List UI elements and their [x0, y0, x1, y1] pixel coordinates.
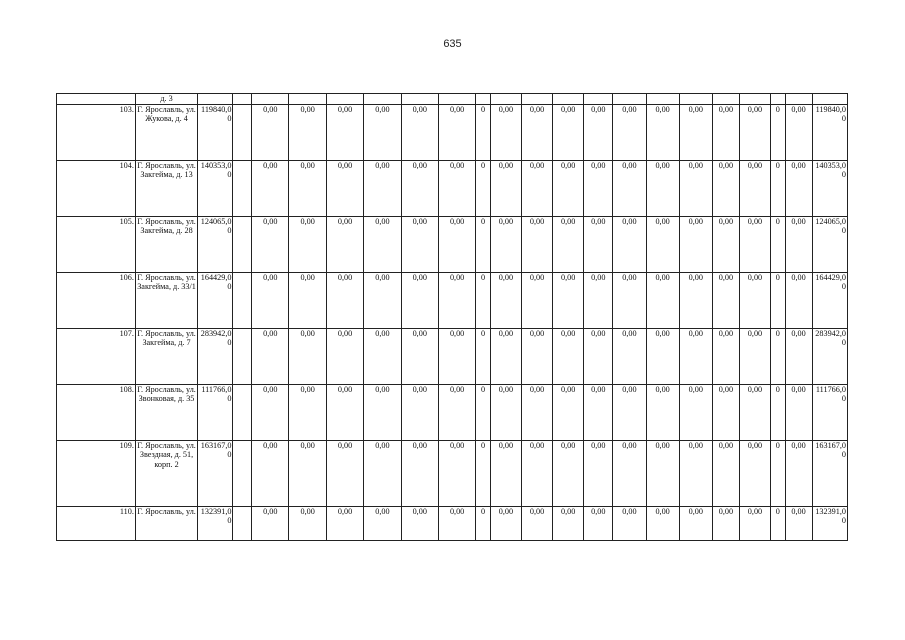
table-cell — [584, 94, 613, 105]
total-cell: 132391,00 — [812, 506, 847, 540]
value-cell: 0,00 — [401, 104, 438, 160]
data-table — [56, 93, 848, 541]
value-cell: 0,00 — [326, 384, 363, 440]
value-cell: 0,00 — [521, 328, 552, 384]
value-cell: 0,00 — [438, 328, 475, 384]
total-cell: 283942,00 — [198, 328, 233, 384]
value-cell: 0,00 — [646, 384, 679, 440]
value-cell: 0,00 — [326, 216, 363, 272]
value-cell: 0,00 — [364, 104, 401, 160]
value-cell: 0,00 — [252, 384, 289, 440]
value-cell: 0,00 — [739, 506, 770, 540]
value-cell: 0,00 — [490, 272, 521, 328]
value-cell: 0,00 — [326, 328, 363, 384]
value-cell: 0,00 — [252, 506, 289, 540]
value-cell: 0,00 — [289, 216, 326, 272]
address-cell: Г. Ярославль, ул. Звонковая, д. 35 — [135, 384, 197, 440]
total-cell: 124065,00 — [198, 216, 233, 272]
value-cell: 0,00 — [521, 104, 552, 160]
value-cell: 0,00 — [613, 216, 646, 272]
value-cell: 0 — [771, 160, 786, 216]
value-cell: 0,00 — [679, 104, 712, 160]
value-cell — [233, 506, 252, 540]
value-cell — [233, 440, 252, 506]
total-cell: 164429,00 — [812, 272, 847, 328]
value-cell: 0,00 — [739, 104, 770, 160]
value-cell: 0 — [771, 272, 786, 328]
value-cell: 0,00 — [613, 272, 646, 328]
value-cell: 0,00 — [401, 272, 438, 328]
value-cell: 0 — [476, 440, 491, 506]
value-cell: 0,00 — [401, 506, 438, 540]
table-cell — [771, 94, 786, 105]
value-cell: 0,00 — [521, 506, 552, 540]
value-cell: 0 — [771, 440, 786, 506]
value-cell: 0,00 — [326, 272, 363, 328]
table-cell — [646, 94, 679, 105]
value-cell: 0,00 — [521, 384, 552, 440]
value-cell: 0,00 — [679, 440, 712, 506]
total-cell: 119840,00 — [812, 104, 847, 160]
value-cell: 0,00 — [289, 440, 326, 506]
value-cell: 0,00 — [553, 506, 584, 540]
value-cell: 0 — [476, 216, 491, 272]
value-cell: 0,00 — [739, 440, 770, 506]
value-cell: 0,00 — [646, 272, 679, 328]
value-cell: 0,00 — [739, 384, 770, 440]
table-cell — [364, 94, 401, 105]
address-cell: д. 3 — [135, 94, 197, 105]
row-number-cell: 103. — [57, 104, 136, 160]
value-cell: 0,00 — [679, 272, 712, 328]
total-cell: 163167,00 — [198, 440, 233, 506]
table-cell — [553, 94, 584, 105]
table-cell — [289, 94, 326, 105]
value-cell: 0,00 — [553, 272, 584, 328]
value-cell: 0,00 — [646, 104, 679, 160]
value-cell: 0 — [476, 160, 491, 216]
value-cell: 0,00 — [364, 272, 401, 328]
value-cell: 0,00 — [326, 160, 363, 216]
value-cell: 0,00 — [289, 160, 326, 216]
value-cell: 0,00 — [584, 216, 613, 272]
table-cell — [57, 94, 136, 105]
address-cell: Г. Ярославль, ул. Закгейма, д. 7 — [135, 328, 197, 384]
value-cell: 0,00 — [679, 384, 712, 440]
value-cell: 0,00 — [584, 160, 613, 216]
value-cell: 0 — [476, 506, 491, 540]
value-cell: 0,00 — [584, 272, 613, 328]
table-row — [57, 440, 848, 506]
total-cell: 111766,00 — [812, 384, 847, 440]
value-cell: 0 — [476, 384, 491, 440]
value-cell: 0,00 — [401, 216, 438, 272]
value-cell — [233, 384, 252, 440]
value-cell: 0,00 — [712, 384, 739, 440]
total-cell: 163167,00 — [812, 440, 847, 506]
table-row — [57, 104, 848, 160]
address-cell: Г. Ярославль, ул. Закгейма, д. 33/1 — [135, 272, 197, 328]
row-number-cell: 108. — [57, 384, 136, 440]
value-cell: 0,00 — [712, 440, 739, 506]
value-cell: 0,00 — [252, 272, 289, 328]
value-cell: 0,00 — [712, 216, 739, 272]
value-cell: 0,00 — [364, 328, 401, 384]
table-row — [57, 328, 848, 384]
value-cell: 0,00 — [613, 440, 646, 506]
value-cell: 0,00 — [490, 216, 521, 272]
address-cell: Г. Ярославль, ул. Закгейма, д. 28 — [135, 216, 197, 272]
value-cell: 0,00 — [252, 328, 289, 384]
row-number-cell: 107. — [57, 328, 136, 384]
value-cell: 0,00 — [252, 104, 289, 160]
value-cell: 0,00 — [438, 384, 475, 440]
value-cell: 0 — [771, 104, 786, 160]
value-cell: 0,00 — [785, 440, 812, 506]
value-cell: 0 — [771, 216, 786, 272]
value-cell: 0,00 — [289, 384, 326, 440]
value-cell: 0,00 — [252, 216, 289, 272]
value-cell: 0,00 — [438, 216, 475, 272]
value-cell: 0,00 — [785, 384, 812, 440]
value-cell: 0,00 — [289, 104, 326, 160]
table-cell — [476, 94, 491, 105]
value-cell: 0,00 — [490, 506, 521, 540]
total-cell: 132391,00 — [198, 506, 233, 540]
value-cell: 0,00 — [401, 328, 438, 384]
value-cell: 0,00 — [646, 440, 679, 506]
value-cell: 0,00 — [584, 506, 613, 540]
table-cell — [326, 94, 363, 105]
table-cell — [521, 94, 552, 105]
table-row — [57, 160, 848, 216]
value-cell: 0,00 — [364, 384, 401, 440]
table-cell — [785, 94, 812, 105]
value-cell: 0,00 — [438, 272, 475, 328]
value-cell — [233, 160, 252, 216]
value-cell: 0,00 — [679, 328, 712, 384]
address-cell: Г. Ярославль, ул. Жукова, д. 4 — [135, 104, 197, 160]
value-cell: 0,00 — [401, 160, 438, 216]
value-cell: 0,00 — [584, 104, 613, 160]
value-cell: 0,00 — [584, 440, 613, 506]
value-cell: 0,00 — [289, 506, 326, 540]
value-cell: 0,00 — [712, 104, 739, 160]
table-row — [57, 384, 848, 440]
value-cell: 0,00 — [326, 506, 363, 540]
value-cell: 0,00 — [785, 506, 812, 540]
table-cell — [712, 94, 739, 105]
value-cell: 0,00 — [490, 160, 521, 216]
value-cell: 0,00 — [712, 160, 739, 216]
value-cell: 0,00 — [521, 160, 552, 216]
value-cell: 0,00 — [739, 160, 770, 216]
table-cell — [490, 94, 521, 105]
total-cell: 140353,00 — [812, 160, 847, 216]
value-cell: 0,00 — [364, 160, 401, 216]
table-cell — [401, 94, 438, 105]
page-number: 635 — [443, 38, 462, 50]
value-cell: 0,00 — [289, 272, 326, 328]
value-cell: 0,00 — [364, 216, 401, 272]
value-cell: 0,00 — [646, 506, 679, 540]
value-cell: 0,00 — [679, 160, 712, 216]
value-cell: 0,00 — [739, 328, 770, 384]
value-cell: 0,00 — [521, 272, 552, 328]
value-cell: 0,00 — [364, 440, 401, 506]
address-cell: Г. Ярославль, ул. Закгейма, д. 13 — [135, 160, 197, 216]
table-cell — [198, 94, 233, 105]
value-cell: 0,00 — [739, 272, 770, 328]
value-cell: 0,00 — [785, 104, 812, 160]
value-cell: 0,00 — [553, 440, 584, 506]
value-cell: 0,00 — [613, 384, 646, 440]
value-cell: 0 — [476, 104, 491, 160]
value-cell: 0,00 — [785, 272, 812, 328]
value-cell — [233, 328, 252, 384]
total-cell: 111766,00 — [198, 384, 233, 440]
value-cell: 0,00 — [438, 440, 475, 506]
value-cell: 0,00 — [521, 440, 552, 506]
table-row — [57, 216, 848, 272]
value-cell: 0,00 — [584, 328, 613, 384]
value-cell: 0,00 — [613, 506, 646, 540]
table-cell — [252, 94, 289, 105]
value-cell: 0,00 — [553, 384, 584, 440]
table-row — [57, 272, 848, 328]
value-cell: 0,00 — [712, 506, 739, 540]
value-cell: 0,00 — [364, 506, 401, 540]
total-cell: 140353,00 — [198, 160, 233, 216]
value-cell: 0,00 — [785, 328, 812, 384]
total-cell: 124065,00 — [812, 216, 847, 272]
value-cell: 0 — [771, 506, 786, 540]
table-cell — [438, 94, 475, 105]
address-cell: Г. Ярославль, ул. Звездная, д. 51, корп. 2 — [135, 440, 197, 506]
value-cell: 0,00 — [584, 384, 613, 440]
value-cell: 0,00 — [712, 328, 739, 384]
table-cell — [739, 94, 770, 105]
value-cell: 0,00 — [553, 104, 584, 160]
address-cell: Г. Ярославль, ул. — [135, 506, 197, 540]
table-cell — [233, 94, 252, 105]
value-cell: 0,00 — [679, 506, 712, 540]
table-row — [57, 506, 848, 540]
value-cell: 0,00 — [785, 216, 812, 272]
value-cell: 0,00 — [785, 160, 812, 216]
value-cell: 0 — [476, 272, 491, 328]
table-cell — [812, 94, 847, 105]
value-cell: 0,00 — [438, 160, 475, 216]
value-cell: 0,00 — [289, 328, 326, 384]
value-cell: 0,00 — [401, 384, 438, 440]
value-cell: 0,00 — [646, 328, 679, 384]
row-number-cell: 110. — [57, 506, 136, 540]
value-cell: 0,00 — [712, 272, 739, 328]
value-cell: 0 — [476, 328, 491, 384]
value-cell: 0,00 — [646, 160, 679, 216]
table-cell — [679, 94, 712, 105]
value-cell: 0,00 — [679, 216, 712, 272]
value-cell: 0,00 — [252, 160, 289, 216]
value-cell: 0,00 — [739, 216, 770, 272]
row-number-cell: 109. — [57, 440, 136, 506]
value-cell: 0,00 — [490, 328, 521, 384]
value-cell: 0,00 — [438, 104, 475, 160]
value-cell: 0,00 — [553, 328, 584, 384]
value-cell: 0,00 — [613, 160, 646, 216]
table-row-continuation — [57, 94, 848, 105]
row-number-cell: 105. — [57, 216, 136, 272]
value-cell: 0,00 — [326, 440, 363, 506]
value-cell: 0,00 — [438, 506, 475, 540]
value-cell: 0,00 — [252, 440, 289, 506]
value-cell: 0,00 — [490, 384, 521, 440]
value-cell — [233, 104, 252, 160]
total-cell: 164429,00 — [198, 272, 233, 328]
total-cell: 283942,00 — [812, 328, 847, 384]
total-cell: 119840,00 — [198, 104, 233, 160]
value-cell — [233, 272, 252, 328]
value-cell: 0,00 — [490, 104, 521, 160]
value-cell: 0,00 — [613, 104, 646, 160]
value-cell: 0 — [771, 384, 786, 440]
value-cell: 0,00 — [553, 216, 584, 272]
value-cell: 0,00 — [521, 216, 552, 272]
value-cell: 0,00 — [326, 104, 363, 160]
row-number-cell: 106. — [57, 272, 136, 328]
value-cell: 0,00 — [553, 160, 584, 216]
value-cell: 0,00 — [490, 440, 521, 506]
value-cell: 0,00 — [646, 216, 679, 272]
value-cell: 0 — [771, 328, 786, 384]
value-cell — [233, 216, 252, 272]
row-number-cell: 104. — [57, 160, 136, 216]
value-cell: 0,00 — [401, 440, 438, 506]
value-cell: 0,00 — [613, 328, 646, 384]
table-cell — [613, 94, 646, 105]
